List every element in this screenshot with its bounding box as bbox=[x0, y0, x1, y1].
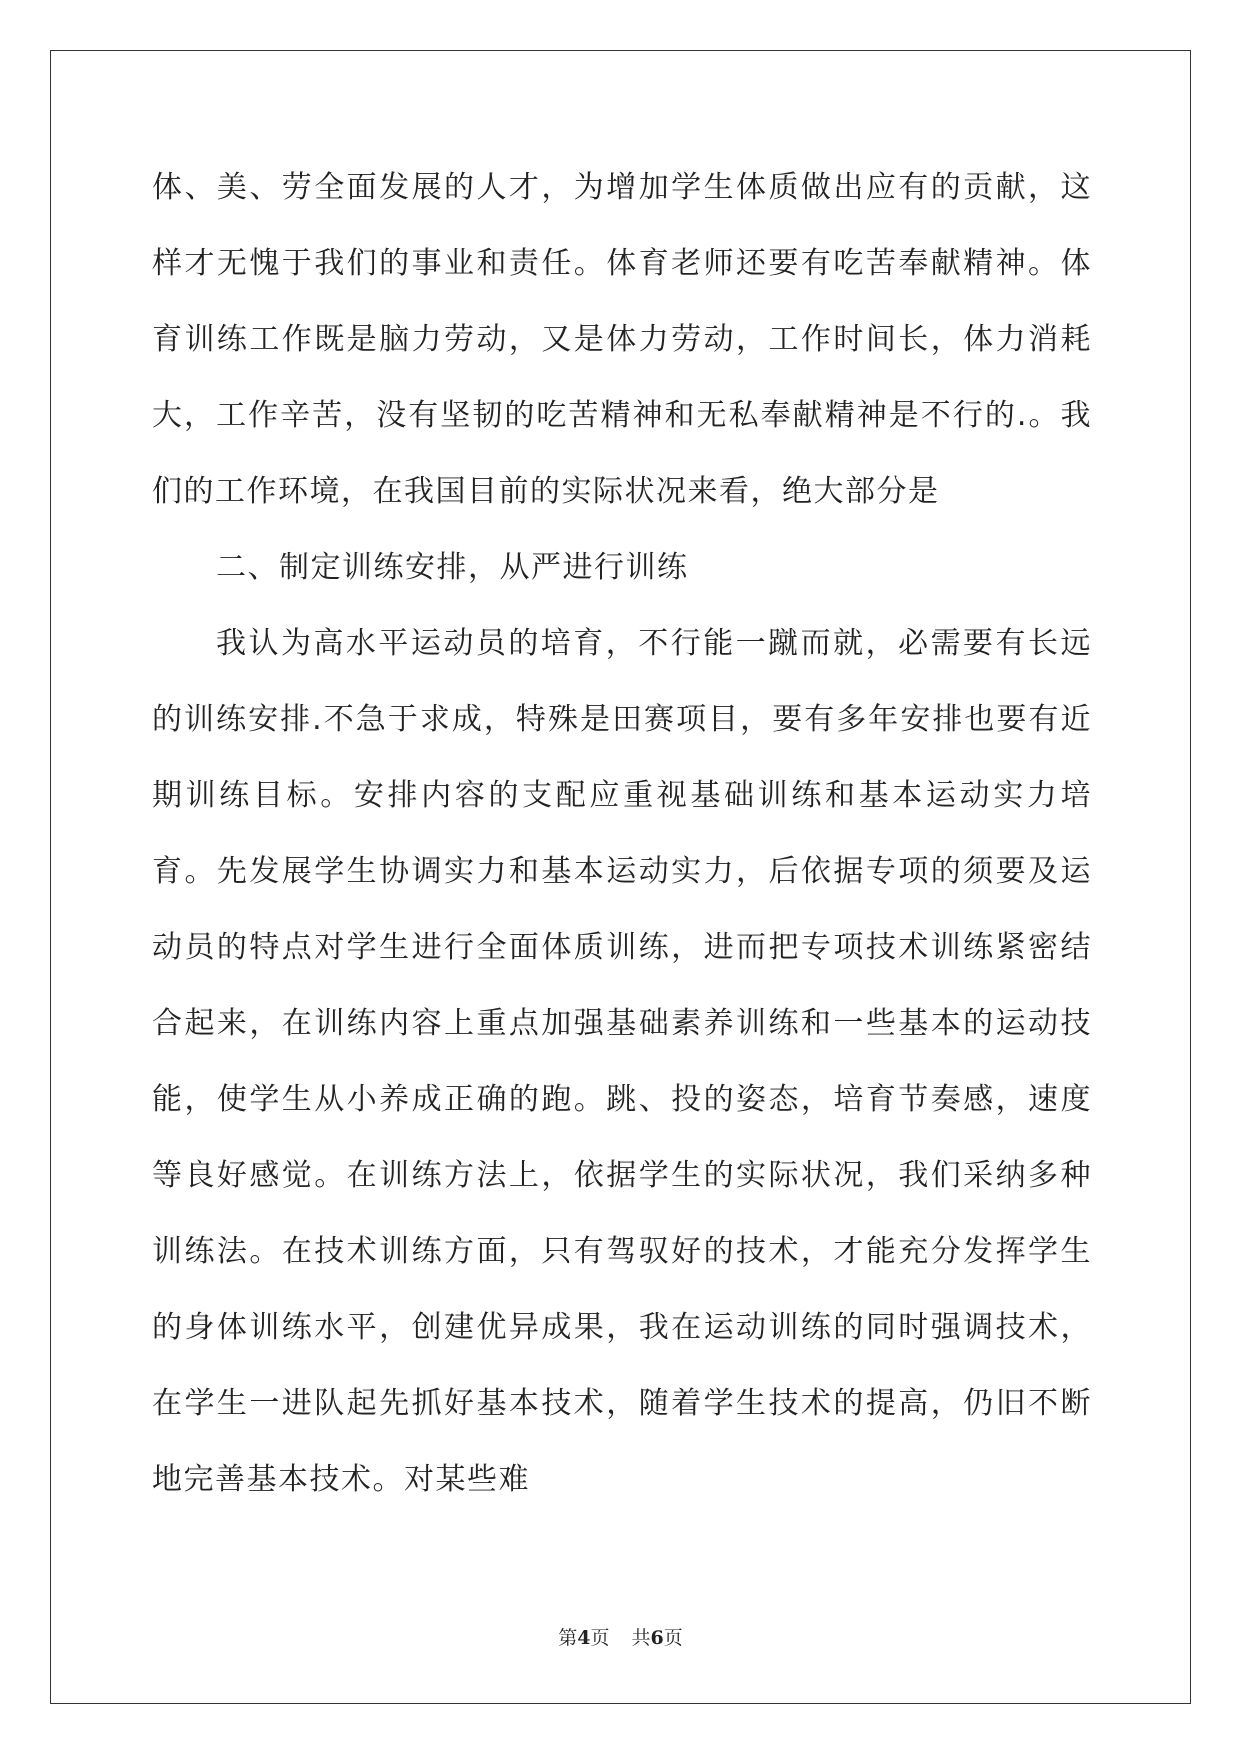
total-page-number: 6 bbox=[650, 1627, 664, 1649]
paragraph-1: 体、美、劳全面发展的人才，为增加学生体质做出应有的贡献，这样才无愧于我们的事业和责任。体育老师还要有吃苦奉献精神。体育训练工作既是脑力劳动，又是体力劳动，工作时间长，体力消耗大，工作辛苦，没有坚韧的吃苦精神和无私奉献精神是不行的.。我们的工作环境，在我国目前的实际状况来看，绝大部分是 bbox=[152, 170, 1092, 509]
document-body bbox=[152, 150, 1092, 1518]
footer-prefix: 第 bbox=[558, 1627, 578, 1649]
paragraph-2: 我认为高水平运动员的培育，不行能一蹴而就，必需要有长远的训练安排.不急于求成，特殊是田赛项目，要有多年安排也要有近期训练目标。安排内容的支配应重视基础训练和基本运动实力培育。先发展学生协调实力和基本运动实力，后依据专项的须要及运动员的特点对学生进行全面体质训练，进而把专项技术训练紧密结合起来，在训练内容上重点加强基础素养训练和一些基本的运动技能，使学生从小养成正确的跑。跳、投的姿态，培育节奏感，速度等良好感觉。在训练方法上，依据学生的实际状况，我们采纳多种训练法。在技术训练方面，只有驾驭好的技术，才能充分发挥学生的身体训练水平，创建优异成果，我在运动训练的同时强调技术，在学生一进队起先抓好基本技术，随着学生技术的提高，仍旧不断地完善基本技术。对某些难 bbox=[152, 626, 1092, 1497]
page-footer bbox=[0, 1623, 1241, 1650]
footer-total-prefix: 共 bbox=[631, 1627, 651, 1649]
section-heading: 二、制定训练安排，从严进行训练 bbox=[216, 550, 689, 585]
footer-page-suffix: 页 bbox=[590, 1627, 610, 1649]
current-page-number: 4 bbox=[577, 1627, 591, 1649]
footer-total-suffix: 页 bbox=[663, 1627, 683, 1649]
